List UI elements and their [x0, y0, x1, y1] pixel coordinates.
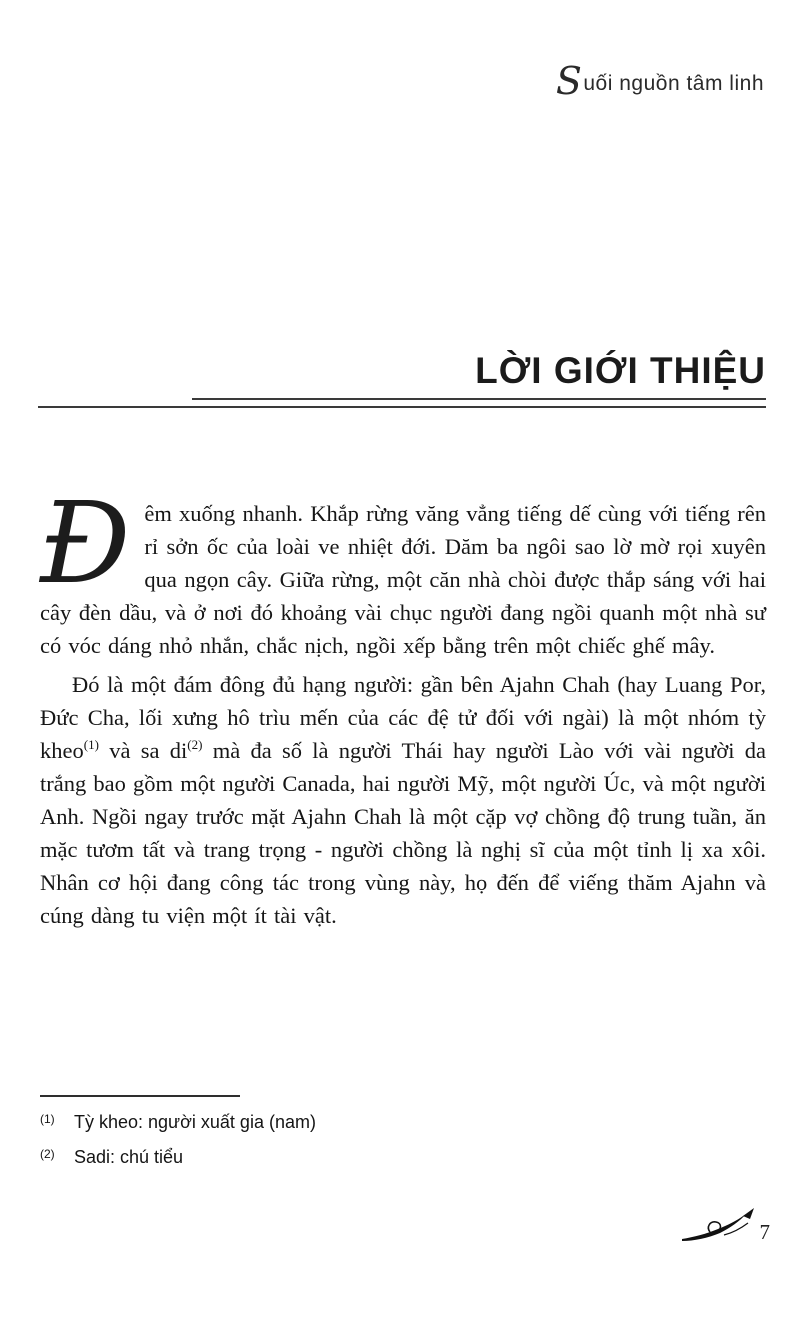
footnote-1-text: Tỳ kheo: người xuất gia (nam) — [74, 1112, 316, 1132]
footnote-1-marker: (1) — [40, 1112, 55, 1126]
body-text — [40, 479, 766, 932]
paragraph-1 — [40, 479, 766, 662]
running-head — [555, 59, 764, 103]
footnote-2 — [40, 1147, 760, 1168]
paragraph-2-text-b: và sa di — [98, 738, 188, 763]
running-head-text: uối nguồn tâm linh — [583, 72, 764, 95]
chapter-title-block — [40, 352, 766, 389]
page-footer — [680, 1205, 771, 1251]
paragraph-1-text: êm xuống nhanh. Khắp rừng văng vẳng tiếng dế cùng với tiếng rên rỉ sởn ốc của loài ve nhiệt đới. Dăm ba ngôi sao lờ mờ rọi xuyên qua ngọn cây. Giữa rừng, một căn nhà chòi được thắp sáng với hai cây đèn dầu, và ở nơi đó khoảng vài chục người đang ngồi quanh một nhà sư có vóc dáng nhỏ nhắn, chắc nịch, ngồi xếp bằng trên một chiếc ghế mây. — [40, 501, 766, 658]
footnote-separator — [40, 1095, 240, 1097]
footnote-2-marker: (2) — [40, 1147, 55, 1161]
footnotes — [40, 1112, 760, 1182]
title-rule-short — [192, 398, 766, 400]
footnote-2-text: Sadi: chú tiểu — [74, 1147, 184, 1167]
footnote-ref-2: (2) — [187, 737, 203, 752]
chapter-title: LỜI GIỚI THIỆU — [475, 350, 766, 391]
footnote-ref-1: (1) — [83, 737, 99, 752]
paragraph-2-text-c: mà đa số là người Thái hay người Lào với vài người da trắng bao gồm một người Canada, hai người Mỹ, một người Úc, và một người Anh. Ngồi ngay trước mặt Ajahn Chah là một cặp vợ chồng độ trung tuần, ăn mặc tươm tất và trang trọng - người chồng là nghị sĩ của một tỉnh lị xa xôi. Nhân cơ hội đang công tác trong vùng này, họ đến để viếng thăm Ajahn và cúng dàng tu viện một ít tài vật. — [40, 738, 766, 928]
paragraph-2-text-a: Đó là một đám đông đủ hạng người: gần bên Ajahn Chah (hay Luang Por, Đức Cha, lối xưng hô trìu mến của các đệ tử đối với ngài) là một nhóm tỳ kheo — [40, 672, 766, 763]
footnote-1 — [40, 1112, 760, 1133]
dropcap-letter: Đ — [40, 479, 131, 609]
page-number: 7 — [759, 1219, 770, 1244]
running-head-initial: S — [555, 59, 583, 103]
ink-pen-illustration — [680, 1205, 758, 1251]
paragraph-2 — [40, 668, 766, 932]
title-rule-full — [38, 406, 766, 408]
